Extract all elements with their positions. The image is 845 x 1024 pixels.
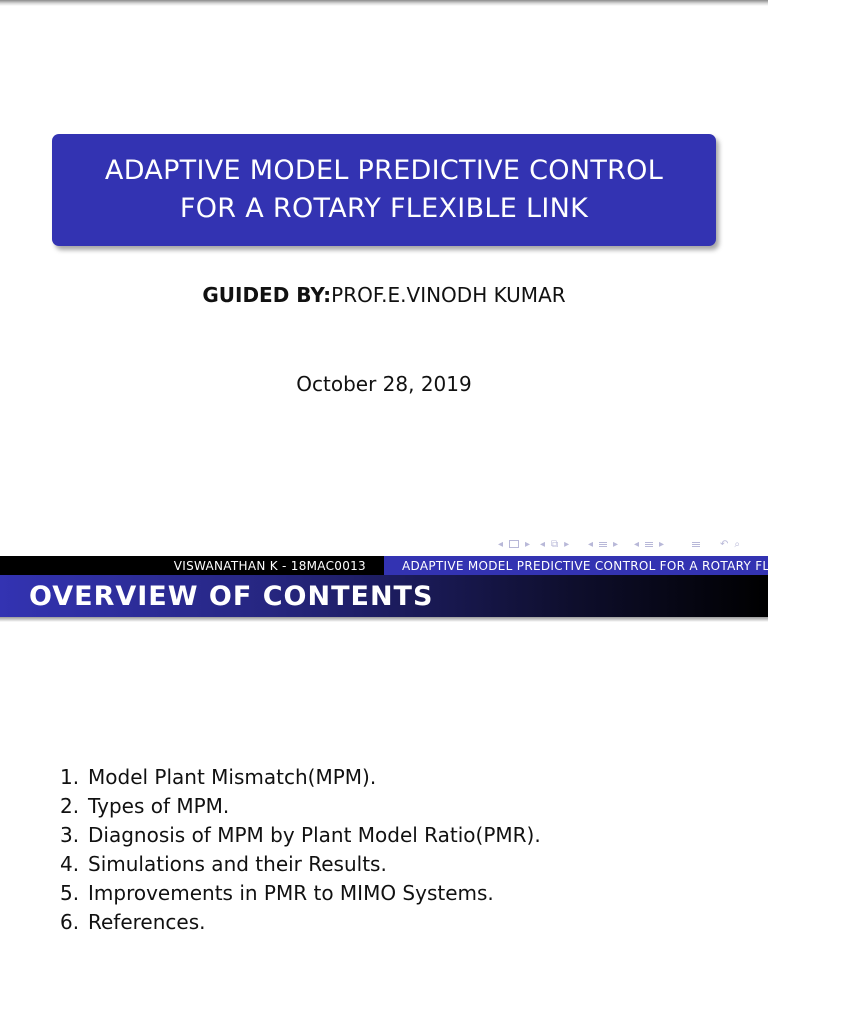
nav-next-item-icon[interactable]: ▸	[659, 538, 665, 550]
top-edge-shadow	[0, 0, 768, 6]
nav-item-icon[interactable]	[645, 542, 653, 547]
slide-headline-bar	[0, 556, 845, 575]
list-item	[60, 792, 541, 821]
list-item	[60, 908, 541, 937]
nav-subsubsection-group[interactable]	[634, 536, 664, 552]
list-item-number: 6.	[60, 910, 80, 934]
headline-author: VISWANATHAN K - 18MAC0013	[0, 556, 384, 575]
list-item-number: 4.	[60, 852, 80, 876]
nav-section-group[interactable]	[540, 536, 569, 552]
list-item-text: Simulations and their Results.	[88, 852, 387, 876]
nav-next-frame-icon[interactable]: ▸	[525, 538, 531, 550]
presentation-date: October 28, 2019	[296, 372, 472, 396]
nav-section-icon[interactable]: ⧉	[551, 538, 559, 550]
nav-tools-group[interactable]	[720, 536, 740, 552]
list-item	[60, 821, 541, 850]
frame-title-shadow	[0, 617, 768, 622]
list-item	[60, 763, 541, 792]
nav-next-section-icon[interactable]: ▸	[564, 538, 570, 550]
nav-align-group[interactable]	[692, 536, 700, 552]
list-item	[60, 850, 541, 879]
list-item-number: 5.	[60, 881, 80, 905]
nav-frame-icon[interactable]	[509, 540, 519, 548]
presentation-title-box	[52, 134, 716, 246]
nav-search-icon[interactable]: ⌕	[734, 538, 740, 550]
guided-by-line	[0, 283, 768, 307]
guided-by-label: GUIDED BY:	[202, 283, 332, 307]
list-item-text: Types of MPM.	[88, 794, 230, 818]
nav-next-subsection-icon[interactable]: ▸	[613, 538, 619, 550]
list-item-text: Model Plant Mismatch(MPM).	[88, 765, 377, 789]
frame-title: OVERVIEW OF CONTENTS	[0, 575, 768, 617]
nav-undo-icon[interactable]: ↶	[720, 538, 729, 550]
nav-prev-section-icon[interactable]: ◂	[540, 538, 546, 550]
nav-subsection-icon[interactable]	[599, 542, 607, 547]
nav-prev-item-icon[interactable]: ◂	[634, 538, 640, 550]
title-line-1: ADAPTIVE MODEL PREDICTIVE CONTROL	[104, 155, 664, 186]
nav-frame-group[interactable]	[498, 536, 530, 552]
list-item-number: 1.	[60, 765, 80, 789]
title-line-2: FOR A ROTARY FLEXIBLE LINK	[179, 193, 589, 224]
nav-prev-subsection-icon[interactable]: ◂	[588, 538, 594, 550]
list-item-number: 3.	[60, 823, 80, 847]
list-item-text: Improvements in PMR to MIMO Systems.	[88, 881, 494, 905]
contents-list	[60, 763, 541, 937]
list-item	[60, 879, 541, 908]
nav-prev-frame-icon[interactable]: ◂	[498, 538, 504, 550]
headline-short-title: ADAPTIVE MODEL PREDICTIVE CONTROL FOR A ROTARY FLEXIBLE LINK	[384, 556, 768, 575]
list-item-text: References.	[88, 910, 206, 934]
guide-name: PROF.E.VINODH KUMAR	[331, 283, 566, 307]
list-item-number: 2.	[60, 794, 80, 818]
nav-align-icon[interactable]	[692, 542, 700, 547]
list-item-text: Diagnosis of MPM by Plant Model Ratio(PMR).	[88, 823, 541, 847]
nav-subsection-group[interactable]	[588, 536, 618, 552]
